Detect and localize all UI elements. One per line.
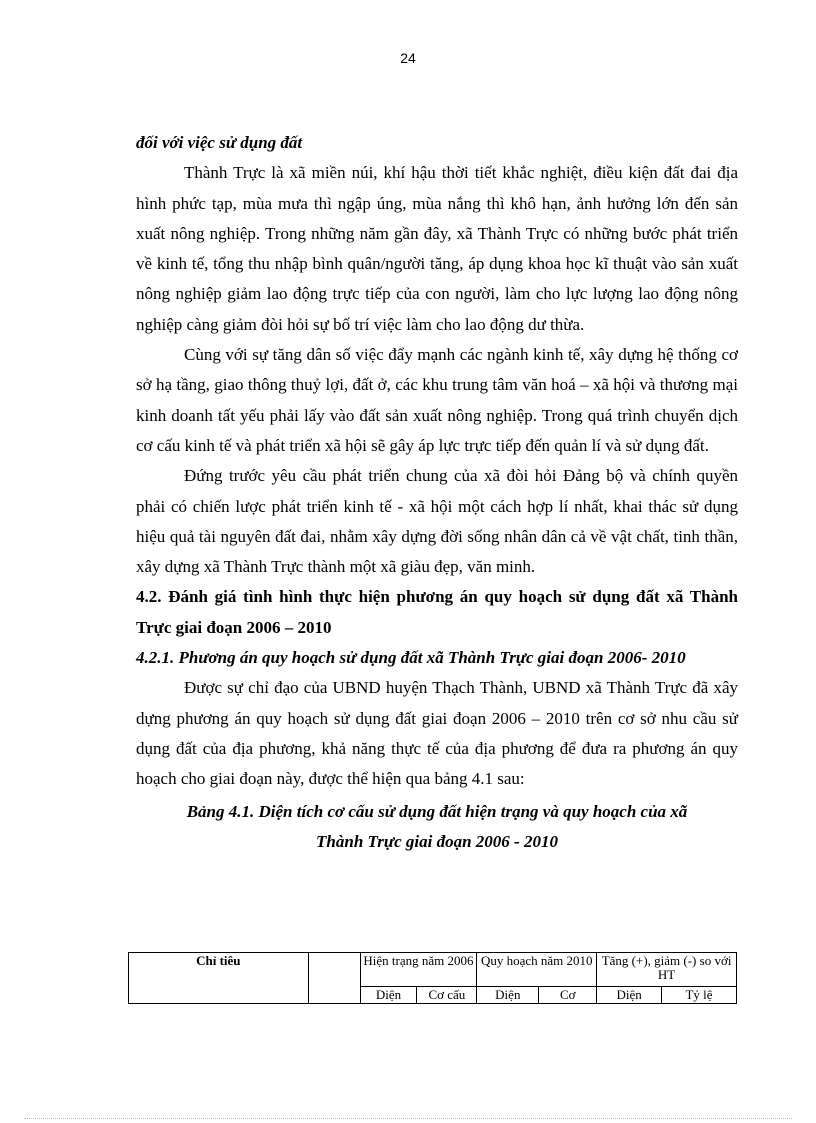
header-plan-2010: Quy hoạch năm 2010 bbox=[477, 953, 597, 987]
paragraph-1: Thành Trực là xã miền núi, khí hậu thời tiết khắc nghiệt, điều kiện đất đai địa hình phức tạp, mùa mưa thì ngập úng, mùa nắng thì khô hạn, ảnh hưởng lớn đến sản xuất nông nghiệp. Trong những năm gần đây, xã Thành Trực có những bước phát triển về kinh tế, tổng thu nhập bình quân/người tăng, áp dụng khoa học kĩ thuật vào sản xuất nông nghiệp giảm lao động trực tiếp của con người, làm cho lực lượng lao động nông nghiệp càng giảm đòi hỏi sự bố trí việc làm cho lao động dư thừa. bbox=[136, 163, 738, 334]
subheader-structure-current: Cơ cấu bbox=[417, 987, 477, 1004]
header-current-2006: Hiện trạng năm 2006 bbox=[360, 953, 477, 987]
header-code bbox=[308, 953, 360, 1004]
subheader-area-change: Diện bbox=[597, 987, 662, 1004]
land-use-table bbox=[128, 952, 737, 1004]
heading-4-2: 4.2. Đánh giá tình hình thực hiện phương án quy hoạch sử dụng đất xã Thành Trực giai đoạn 2006 – 2010 bbox=[136, 587, 738, 637]
subheader-ratio-change: Tỷ lệ bbox=[662, 987, 737, 1004]
page-bottom-border bbox=[24, 1118, 792, 1119]
section-end-heading: đối với việc sử dụng đất bbox=[136, 133, 303, 152]
header-change: Tăng (+), giảm (-) so với HT bbox=[597, 953, 737, 987]
subheader-area-plan: Diện bbox=[477, 987, 539, 1004]
paragraph-2: Cùng với sự tăng dân số việc đẩy mạnh các ngành kinh tế, xây dựng hệ thống cơ sở hạ tầng, giao thông thuỷ lợi, đất ở, các khu trung tâm văn hoá – xã hội và thương mại kinh doanh tất yếu phải lấy vào đất sản xuất nông nghiệp. Trong quá trình chuyển dịch cơ cấu kinh tế và phát triển xã hội sẽ gây áp lực trực tiếp đến quản lí và sử dụng đất. bbox=[136, 345, 738, 455]
table-caption-line-2: Thành Trực giai đoạn 2006 - 2010 bbox=[316, 831, 558, 851]
table-caption-line-1: Bảng 4.1. Diện tích cơ cấu sử dụng đất hiện trạng và quy hoạch của xã bbox=[186, 801, 688, 821]
paragraph-3: Đứng trước yêu cầu phát triển chung của xã đòi hỏi Đảng bộ và chính quyền phải có chiến lược phát triển kinh tế - xã hội một cách hợp lí nhất, khai thác sử dụng hiệu quả tài nguyên đất đai, nhằm xây dựng đời sống nhân dân cả về vật chất, tinh thần, xây dựng xã Thành Trực thành một xã giàu đẹp, văn minh. bbox=[136, 466, 738, 577]
heading-4-2-1: 4.2.1. Phương án quy hoạch sử dụng đất xã Thành Trực giai đoạn 2006- 2010 bbox=[136, 648, 686, 668]
page-number: 24 bbox=[400, 50, 416, 66]
subheader-structure-plan: Cơ bbox=[539, 987, 597, 1004]
header-indicator: Chỉ tiêu bbox=[129, 953, 309, 1004]
paragraph-4-2-1: Được sự chỉ đạo của UBND huyện Thạch Thành, UBND xã Thành Trực đã xây dựng phương án quy hoạch sử dụng đất giai đoạn 2006 – 2010 trên cơ sở nhu cầu sử dụng đất của địa phương, khả năng thực tế của địa phương để đưa ra phương án quy hoạch cho giai đoạn này, được thể hiện qua bảng 4.1 sau: bbox=[136, 678, 738, 789]
document-body bbox=[136, 128, 738, 857]
subheader-area-current: Diện bbox=[360, 987, 417, 1004]
